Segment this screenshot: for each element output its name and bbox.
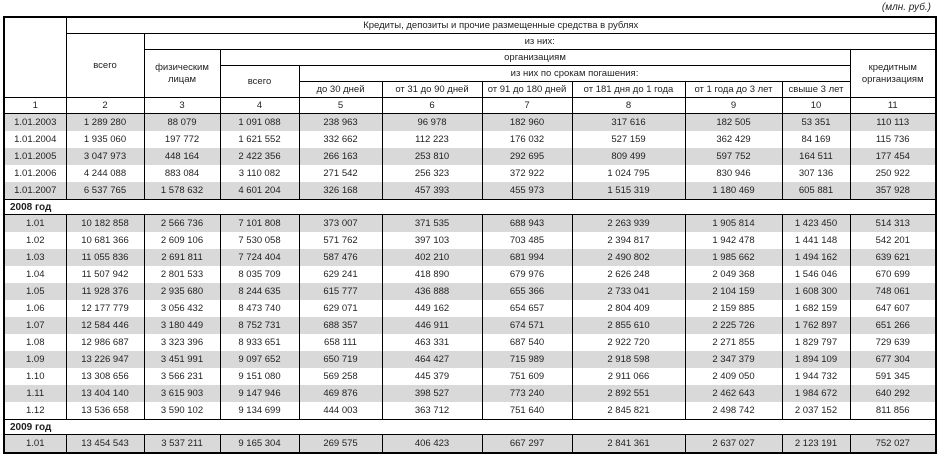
value-cell: 1 091 088	[220, 114, 299, 132]
date-cell: 1.04	[4, 266, 66, 283]
value-cell: 2 626 248	[572, 266, 685, 283]
value-cell: 569 258	[299, 368, 382, 385]
value-cell: 455 973	[482, 182, 572, 200]
col-number: 3	[144, 98, 220, 114]
value-cell: 667 297	[482, 435, 572, 454]
value-cell: 7 101 808	[220, 215, 299, 233]
value-cell: 9 165 304	[220, 435, 299, 454]
value-cell: 1 578 632	[144, 182, 220, 200]
value-cell: 2 225 726	[685, 317, 782, 334]
table-row	[4, 165, 936, 182]
value-cell: 715 989	[482, 351, 572, 368]
col-header-maturity: от 91 до 180 дней	[482, 82, 572, 98]
value-cell: 670 699	[850, 266, 936, 283]
col-header-organizations: организациям	[220, 50, 850, 66]
value-cell: 658 111	[299, 334, 382, 351]
date-cell: 1.10	[4, 368, 66, 385]
value-cell: 1 024 795	[572, 165, 685, 182]
value-cell: 1 180 469	[685, 182, 782, 200]
value-cell: 332 662	[299, 131, 382, 148]
by-maturity-label: из них по срокам погашения:	[299, 66, 850, 82]
unit-label: (млн. руб.)	[881, 2, 931, 13]
table-row	[4, 232, 936, 249]
value-cell: 1 894 109	[782, 351, 850, 368]
value-cell: 2 037 152	[782, 402, 850, 420]
section-label: 2008 год	[4, 200, 936, 215]
col-header-credit-orgs: кредитным организациям	[850, 50, 936, 98]
value-cell: 2 271 855	[685, 334, 782, 351]
col-header-maturity: от 31 до 90 дней	[382, 82, 482, 98]
col-number: 5	[299, 98, 382, 114]
value-cell: 398 527	[382, 385, 482, 402]
value-cell: 12 584 446	[66, 317, 144, 334]
value-cell: 1 829 797	[782, 334, 850, 351]
col-header-org-total: всего	[220, 66, 299, 98]
header-row-title	[4, 17, 936, 34]
date-cell: 1.08	[4, 334, 66, 351]
value-cell: 3 615 903	[144, 385, 220, 402]
col-number: 11	[850, 98, 936, 114]
date-cell: 1.09	[4, 351, 66, 368]
value-cell: 2 104 159	[685, 283, 782, 300]
value-cell: 811 856	[850, 402, 936, 420]
value-cell: 317 616	[572, 114, 685, 132]
value-cell: 2 911 066	[572, 368, 685, 385]
value-cell: 13 536 658	[66, 402, 144, 420]
date-cell: 1.05	[4, 283, 66, 300]
col-number: 6	[382, 98, 482, 114]
value-cell: 436 888	[382, 283, 482, 300]
value-cell: 2 394 817	[572, 232, 685, 249]
value-cell: 640 292	[850, 385, 936, 402]
col-header-individuals: физическим лицам	[144, 50, 220, 98]
value-cell: 463 331	[382, 334, 482, 351]
value-cell: 53 351	[782, 114, 850, 132]
col-header-maturity: до 30 дней	[299, 82, 382, 98]
table-row	[4, 334, 936, 351]
value-cell: 2 347 379	[685, 351, 782, 368]
value-cell: 8 473 740	[220, 300, 299, 317]
value-cell: 1 515 319	[572, 182, 685, 200]
value-cell: 1 608 300	[782, 283, 850, 300]
value-cell: 6 537 765	[66, 182, 144, 200]
value-cell: 2 841 361	[572, 435, 685, 454]
value-cell: 4 244 088	[66, 165, 144, 182]
value-cell: 112 223	[382, 131, 482, 148]
col-number: 10	[782, 98, 850, 114]
value-cell: 1 984 672	[782, 385, 850, 402]
value-cell: 10 681 366	[66, 232, 144, 249]
value-cell: 729 639	[850, 334, 936, 351]
value-cell: 527 159	[572, 131, 685, 148]
value-cell: 362 429	[685, 131, 782, 148]
table-row	[4, 249, 936, 266]
value-cell: 1 441 148	[782, 232, 850, 249]
value-cell: 688 943	[482, 215, 572, 233]
value-cell: 8 933 651	[220, 334, 299, 351]
date-cell: 1.01.2006	[4, 165, 66, 182]
value-cell: 418 890	[382, 266, 482, 283]
value-cell: 110 113	[850, 114, 936, 132]
value-cell: 651 266	[850, 317, 936, 334]
value-cell: 751 640	[482, 402, 572, 420]
value-cell: 639 621	[850, 249, 936, 266]
date-cell: 1.01.2004	[4, 131, 66, 148]
value-cell: 2 123 191	[782, 435, 850, 454]
value-cell: 88 079	[144, 114, 220, 132]
date-cell: 1.02	[4, 232, 66, 249]
value-cell: 2 801 533	[144, 266, 220, 283]
value-cell: 373 007	[299, 215, 382, 233]
credits-deposits-table	[3, 16, 937, 454]
value-cell: 2 935 680	[144, 283, 220, 300]
value-cell: 12 986 687	[66, 334, 144, 351]
value-cell: 687 540	[482, 334, 572, 351]
table-row	[4, 351, 936, 368]
value-cell: 830 946	[685, 165, 782, 182]
value-cell: 748 061	[850, 283, 936, 300]
value-cell: 1 905 814	[685, 215, 782, 233]
value-cell: 2 691 811	[144, 249, 220, 266]
value-cell: 591 345	[850, 368, 936, 385]
value-cell: 84 169	[782, 131, 850, 148]
value-cell: 406 423	[382, 435, 482, 454]
value-cell: 9 151 080	[220, 368, 299, 385]
value-cell: 1 942 478	[685, 232, 782, 249]
value-cell: 3 323 396	[144, 334, 220, 351]
value-cell: 445 379	[382, 368, 482, 385]
value-cell: 1 944 732	[782, 368, 850, 385]
value-cell: 2 637 027	[685, 435, 782, 454]
corner-cell	[4, 17, 66, 98]
value-cell: 182 960	[482, 114, 572, 132]
value-cell: 3 056 432	[144, 300, 220, 317]
value-cell: 605 881	[782, 182, 850, 200]
value-cell: 679 976	[482, 266, 572, 283]
value-cell: 688 357	[299, 317, 382, 334]
col-number: 9	[685, 98, 782, 114]
header-row-groups	[4, 50, 936, 66]
date-cell: 1.01.2005	[4, 148, 66, 165]
value-cell: 8 244 635	[220, 283, 299, 300]
table-title: Кредиты, депозиты и прочие размещенные средства в рублях	[66, 17, 936, 34]
table-row	[4, 402, 936, 420]
col-number: 1	[4, 98, 66, 114]
value-cell: 587 476	[299, 249, 382, 266]
table-row	[4, 435, 936, 454]
table-row	[4, 385, 936, 402]
value-cell: 2 845 821	[572, 402, 685, 420]
table-row	[4, 114, 936, 132]
value-cell: 809 499	[572, 148, 685, 165]
value-cell: 13 308 656	[66, 368, 144, 385]
header-row-of-which	[4, 34, 936, 50]
value-cell: 3 180 449	[144, 317, 220, 334]
value-cell: 11 055 836	[66, 249, 144, 266]
value-cell: 11 928 376	[66, 283, 144, 300]
col-number: 8	[572, 98, 685, 114]
value-cell: 2 422 356	[220, 148, 299, 165]
value-cell: 197 772	[144, 131, 220, 148]
table-header	[4, 17, 936, 114]
value-cell: 3 047 973	[66, 148, 144, 165]
value-cell: 444 003	[299, 402, 382, 420]
value-cell: 1 985 662	[685, 249, 782, 266]
value-cell: 1 682 159	[782, 300, 850, 317]
table-body	[4, 114, 936, 454]
value-cell: 2 263 939	[572, 215, 685, 233]
value-cell: 8 752 731	[220, 317, 299, 334]
value-cell: 326 168	[299, 182, 382, 200]
date-cell: 1.11	[4, 385, 66, 402]
col-header-maturity: от 1 года до 3 лет	[685, 82, 782, 98]
table-row	[4, 317, 936, 334]
value-cell: 8 035 709	[220, 266, 299, 283]
value-cell: 629 071	[299, 300, 382, 317]
value-cell: 1 762 897	[782, 317, 850, 334]
value-cell: 266 163	[299, 148, 382, 165]
value-cell: 1 546 046	[782, 266, 850, 283]
date-cell: 1.07	[4, 317, 66, 334]
value-cell: 164 511	[782, 148, 850, 165]
table-row	[4, 182, 936, 200]
date-cell: 1.03	[4, 249, 66, 266]
value-cell: 271 542	[299, 165, 382, 182]
value-cell: 2 566 736	[144, 215, 220, 233]
value-cell: 238 963	[299, 114, 382, 132]
table-row	[4, 266, 936, 283]
value-cell: 176 032	[482, 131, 572, 148]
value-cell: 269 575	[299, 435, 382, 454]
value-cell: 2 733 041	[572, 283, 685, 300]
value-cell: 363 712	[382, 402, 482, 420]
value-cell: 250 922	[850, 165, 936, 182]
value-cell: 2 855 610	[572, 317, 685, 334]
section-label: 2009 год	[4, 420, 936, 435]
table-row	[4, 368, 936, 385]
value-cell: 2 462 643	[685, 385, 782, 402]
value-cell: 571 762	[299, 232, 382, 249]
col-header-total: всего	[66, 34, 144, 98]
value-cell: 182 505	[685, 114, 782, 132]
col-number: 4	[220, 98, 299, 114]
section-row	[4, 200, 936, 215]
col-header-maturity: свыше 3 лет	[782, 82, 850, 98]
value-cell: 3 110 082	[220, 165, 299, 182]
value-cell: 9 097 652	[220, 351, 299, 368]
col-header-maturity: от 181 дня до 1 года	[572, 82, 685, 98]
value-cell: 9 134 699	[220, 402, 299, 420]
value-cell: 457 393	[382, 182, 482, 200]
value-cell: 2 918 598	[572, 351, 685, 368]
value-cell: 2 804 409	[572, 300, 685, 317]
col-number: 7	[482, 98, 572, 114]
date-cell: 1.01.2003	[4, 114, 66, 132]
value-cell: 96 978	[382, 114, 482, 132]
value-cell: 677 304	[850, 351, 936, 368]
value-cell: 703 485	[482, 232, 572, 249]
value-cell: 650 719	[299, 351, 382, 368]
value-cell: 357 928	[850, 182, 936, 200]
value-cell: 629 241	[299, 266, 382, 283]
value-cell: 674 571	[482, 317, 572, 334]
value-cell: 469 876	[299, 385, 382, 402]
value-cell: 615 777	[299, 283, 382, 300]
value-cell: 9 147 946	[220, 385, 299, 402]
date-cell: 1.01.2007	[4, 182, 66, 200]
value-cell: 372 922	[482, 165, 572, 182]
value-cell: 2 922 720	[572, 334, 685, 351]
value-cell: 597 752	[685, 148, 782, 165]
value-cell: 307 136	[782, 165, 850, 182]
value-cell: 7 530 058	[220, 232, 299, 249]
value-cell: 2 490 802	[572, 249, 685, 266]
value-cell: 654 657	[482, 300, 572, 317]
value-cell: 11 507 942	[66, 266, 144, 283]
value-cell: 446 911	[382, 317, 482, 334]
table-row	[4, 283, 936, 300]
table-row	[4, 131, 936, 148]
value-cell: 371 535	[382, 215, 482, 233]
value-cell: 542 201	[850, 232, 936, 249]
value-cell: 752 027	[850, 435, 936, 454]
value-cell: 3 537 211	[144, 435, 220, 454]
value-cell: 1 935 060	[66, 131, 144, 148]
value-cell: 13 454 543	[66, 435, 144, 454]
value-cell: 13 226 947	[66, 351, 144, 368]
value-cell: 773 240	[482, 385, 572, 402]
value-cell: 2 892 551	[572, 385, 685, 402]
value-cell: 2 159 885	[685, 300, 782, 317]
value-cell: 12 177 779	[66, 300, 144, 317]
value-cell: 2 049 368	[685, 266, 782, 283]
value-cell: 2 409 050	[685, 368, 782, 385]
value-cell: 883 084	[144, 165, 220, 182]
value-cell: 2 498 742	[685, 402, 782, 420]
value-cell: 2 609 106	[144, 232, 220, 249]
value-cell: 4 601 204	[220, 182, 299, 200]
value-cell: 1 494 162	[782, 249, 850, 266]
value-cell: 1 289 280	[66, 114, 144, 132]
value-cell: 397 103	[382, 232, 482, 249]
of-which-label: из них:	[144, 34, 936, 50]
value-cell: 10 182 858	[66, 215, 144, 233]
value-cell: 1 423 450	[782, 215, 850, 233]
value-cell: 514 313	[850, 215, 936, 233]
value-cell: 292 695	[482, 148, 572, 165]
value-cell: 655 366	[482, 283, 572, 300]
table-row	[4, 215, 936, 233]
value-cell: 3 566 231	[144, 368, 220, 385]
table-row	[4, 148, 936, 165]
value-cell: 402 210	[382, 249, 482, 266]
value-cell: 256 323	[382, 165, 482, 182]
value-cell: 448 164	[144, 148, 220, 165]
value-cell: 177 454	[850, 148, 936, 165]
col-number: 2	[66, 98, 144, 114]
date-cell: 1.12	[4, 402, 66, 420]
value-cell: 647 607	[850, 300, 936, 317]
value-cell: 681 994	[482, 249, 572, 266]
value-cell: 464 427	[382, 351, 482, 368]
date-cell: 1.01	[4, 215, 66, 233]
date-cell: 1.06	[4, 300, 66, 317]
date-cell: 1.01	[4, 435, 66, 454]
section-row	[4, 420, 936, 435]
value-cell: 7 724 404	[220, 249, 299, 266]
value-cell: 3 590 102	[144, 402, 220, 420]
table-row	[4, 300, 936, 317]
header-row-numbers	[4, 98, 936, 114]
value-cell: 13 404 140	[66, 385, 144, 402]
value-cell: 751 609	[482, 368, 572, 385]
value-cell: 1 621 552	[220, 131, 299, 148]
value-cell: 253 810	[382, 148, 482, 165]
value-cell: 115 736	[850, 131, 936, 148]
value-cell: 449 162	[382, 300, 482, 317]
value-cell: 3 451 991	[144, 351, 220, 368]
